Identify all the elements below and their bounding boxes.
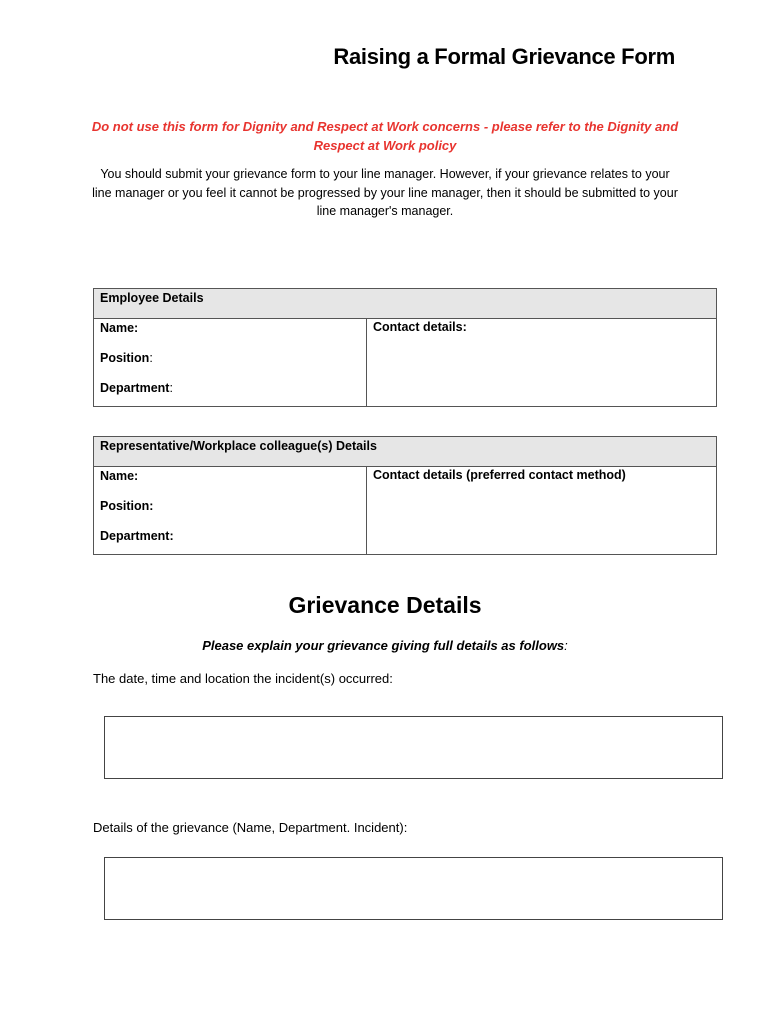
employee-position-label: Position (100, 351, 150, 365)
employee-name-label: Name: (100, 321, 139, 335)
date-location-label: The date, time and location the incident(s) occurred: (93, 671, 393, 686)
representative-name-label: Name: (100, 469, 139, 483)
date-location-input[interactable] (104, 716, 723, 779)
intro-text: You should submit your grievance form to your line manager. However, if your grievance relates to your line manager or you feel it cannot be progressed by your line manager, then it should be submitted to your line manager's manager. (92, 167, 678, 218)
grievance-heading: Grievance Details (288, 592, 482, 618)
representative-contact-cell[interactable] (367, 467, 717, 555)
employee-details-header (94, 289, 717, 319)
representative-department-label: Department: (100, 529, 174, 543)
employee-contact-cell[interactable] (367, 319, 717, 407)
representative-details-header-label: Representative/Workplace colleague(s) Details (100, 439, 377, 453)
representative-contact-label: Contact details (preferred contact method) (373, 468, 626, 482)
employee-fields-cell[interactable] (94, 319, 367, 407)
representative-position-label: Position: (100, 499, 154, 513)
representative-details-header (94, 437, 717, 467)
grievance-instruction: Please explain your grievance giving full details as follows: (202, 638, 568, 653)
employee-department-row: Department: (100, 381, 173, 395)
warning-notice: Do not use this form for Dignity and Respect at Work concerns - please refer to the Dignity and Respect at Work policy (91, 119, 679, 153)
employee-details-table (93, 288, 717, 407)
grievance-details-label: Details of the grievance (Name, Department. Incident): (93, 820, 408, 835)
grievance-details-input[interactable] (104, 857, 723, 920)
grievance-instruction-text: Please explain your grievance giving full details as follows (202, 638, 565, 653)
representative-fields-cell[interactable] (94, 467, 367, 555)
employee-contact-label: Contact details: (373, 320, 467, 334)
employee-department-label: Department (100, 381, 170, 395)
representative-details-table (93, 436, 717, 555)
form-title: Raising a Formal Grievance Form (333, 44, 675, 69)
employee-position-row: Position: (100, 351, 153, 365)
employee-details-header-label: Employee Details (100, 291, 204, 305)
